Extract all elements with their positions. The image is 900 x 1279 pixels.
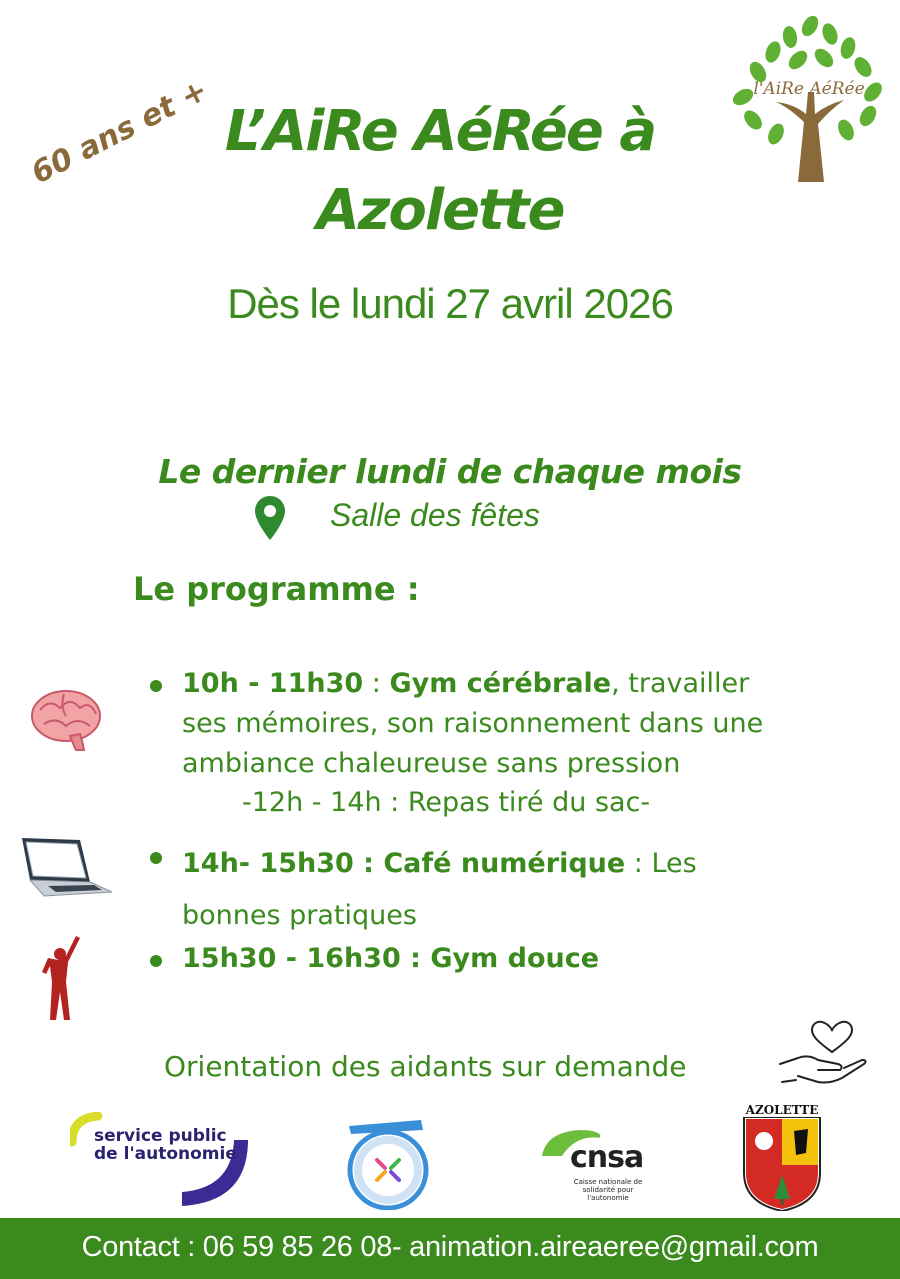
- tree-logo-icon: [728, 12, 890, 182]
- location: Salle des fêtes: [330, 497, 540, 533]
- program-heading: Le programme :: [133, 570, 420, 608]
- page-title-line2: Azolette: [316, 178, 564, 243]
- bullet-dot: [150, 852, 162, 864]
- schedule-frequency: Le dernier lundi de chaque mois: [158, 452, 742, 491]
- conference-financeurs-logo: [343, 1118, 433, 1210]
- program-item-digital-cafe: [182, 838, 802, 942]
- item1-description: , travailler ses mémoires, son raisonnement dans une ambiance chaleureuse sans pression: [182, 668, 764, 779]
- cnsa-logo: [540, 1128, 650, 1202]
- item3-time-activity: 15h30 - 16h30 : Gym douce: [182, 943, 600, 974]
- item1-separator: :: [363, 668, 390, 699]
- item2-description: : Les bonnes pratiques: [182, 848, 697, 931]
- location-pin-icon: [255, 496, 285, 540]
- laptop-icon: [14, 838, 114, 900]
- azolette-coat-of-arms: [742, 1103, 822, 1211]
- page-title-line1: L’AiRe AéRée à: [224, 99, 656, 164]
- service-public-line2: de l'autonomie: [94, 1144, 237, 1164]
- age-badge: 60 ans et +: [26, 72, 214, 192]
- crest-shield-icon: [742, 1117, 822, 1211]
- tree-logo-text: l'AiRe AéRée: [753, 79, 865, 99]
- item2-time-activity: 14h- 15h30 : Café numérique: [182, 848, 626, 879]
- crest-town-name: AZOLETTE: [745, 1103, 819, 1117]
- item1-time: 10h - 11h30: [182, 668, 364, 699]
- contact-footer: Contact : 06 59 85 26 08- animation.aireaeree@gmail.com: [0, 1218, 900, 1279]
- item1-activity: Gym cérébrale: [389, 668, 612, 699]
- cnsa-subtitle: Caisse nationale de solidarité pour l'autonomie: [573, 1178, 643, 1202]
- cnsa-name: cnsa: [570, 1140, 644, 1175]
- bullet-dot: [150, 955, 162, 967]
- bullet-dot: [150, 680, 162, 692]
- lunch-break: -12h - 14h : Repas tiré du sac-: [242, 787, 651, 818]
- caregiver-orientation: Orientation des aidants sur demande: [164, 1050, 687, 1083]
- brain-icon: [30, 688, 106, 752]
- program-item-brain-gym: [182, 664, 802, 784]
- service-public-line1: service public: [94, 1126, 227, 1146]
- stretching-person-icon: [40, 936, 84, 1022]
- service-public-autonomie-logo: [70, 1112, 254, 1210]
- start-date: Dès le lundi 27 avril 2026: [227, 280, 673, 327]
- heart-hand-icon: [778, 1020, 868, 1092]
- program-item-gentle-gym: [182, 939, 802, 979]
